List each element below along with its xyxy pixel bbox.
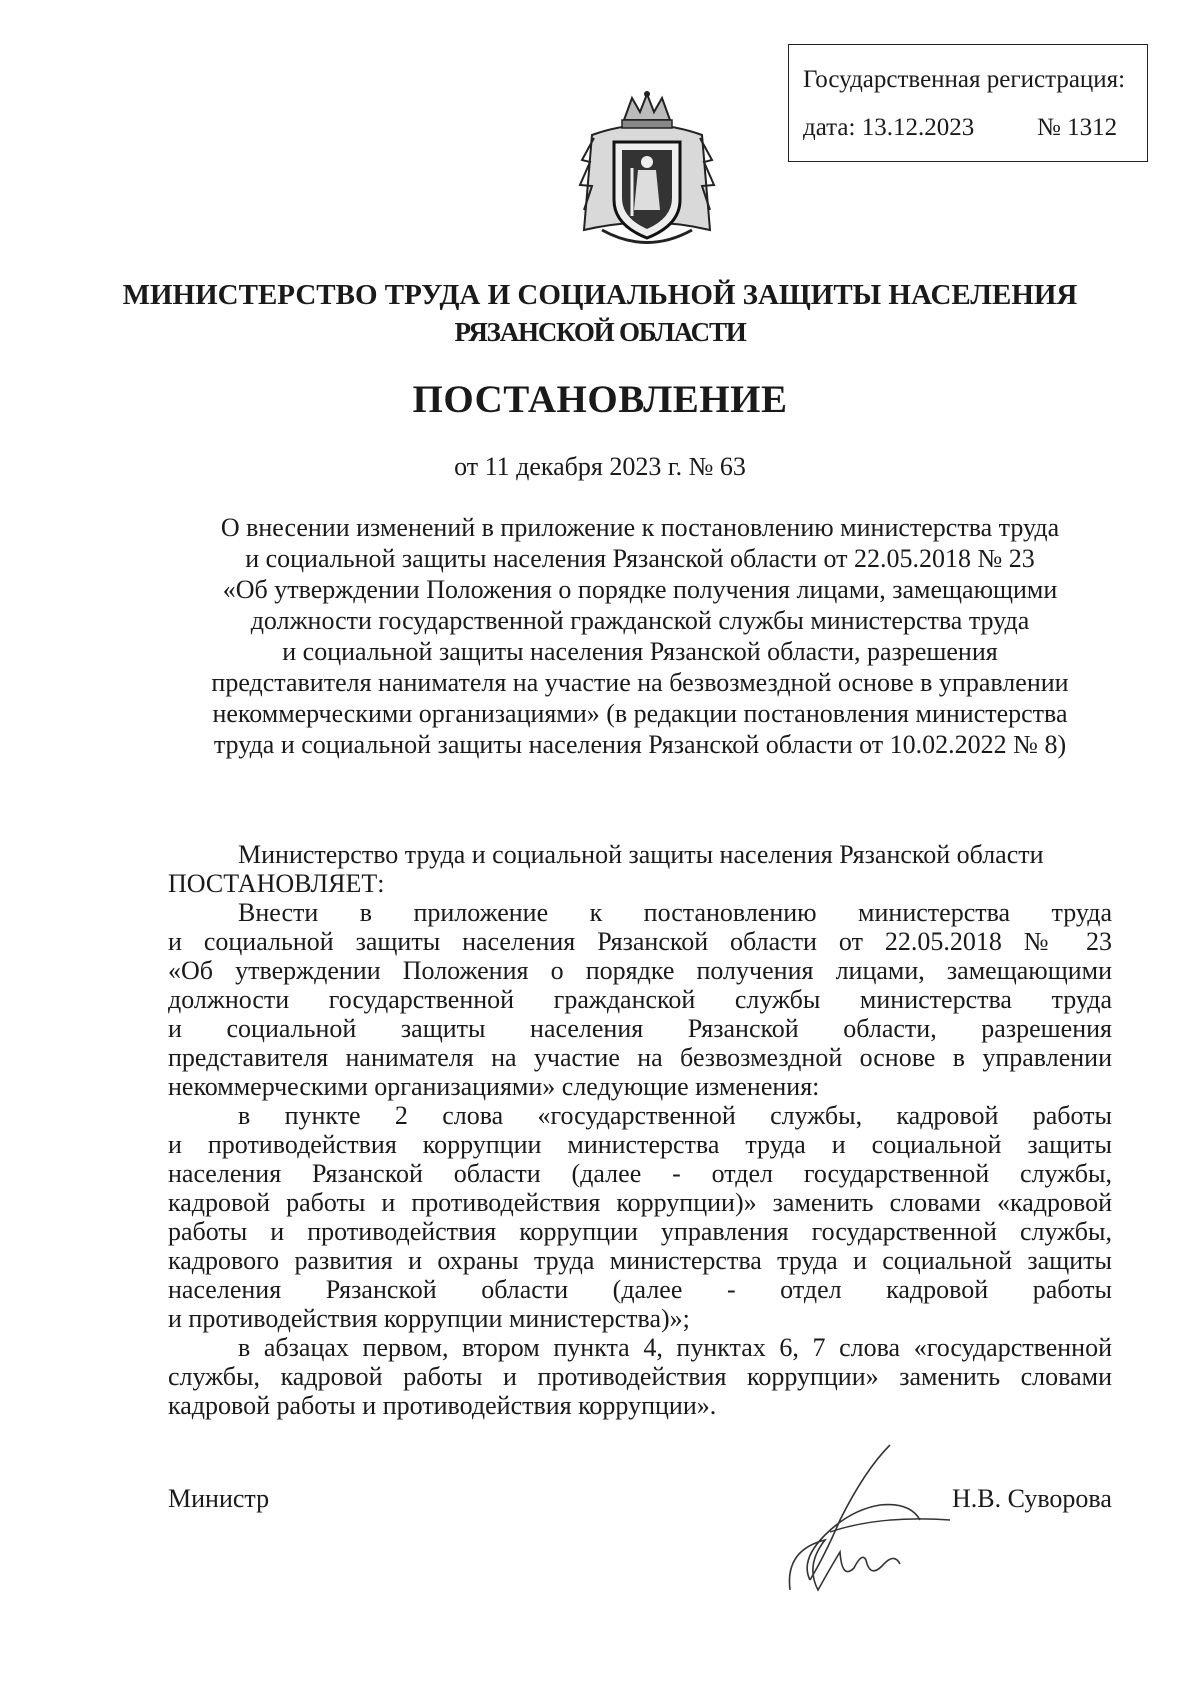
body-line: и социальной защиты населения Рязанской области от 22.05.2018 № 23	[168, 927, 1112, 956]
coat-of-arms-icon	[572, 90, 722, 255]
body-line: некоммерческими организациями» следующие изменения:	[168, 1072, 820, 1101]
subject-line: и социальной защиты населения Рязанской области от 22.05.2018 № 23	[245, 544, 1035, 573]
body-paragraph-2	[168, 1101, 1112, 1333]
document-body	[168, 840, 1112, 1420]
registration-title: Государственная регистрация:	[803, 66, 1126, 93]
ministry-name-line2: РЯЗАНСКОЙ ОБЛАСТИ	[454, 317, 746, 347]
ministry-name-line1: МИНИСТЕРСТВО ТРУДА И СОЦИАЛЬНОЙ ЗАЩИТЫ НАСЕЛЕНИЯ	[122, 279, 1078, 311]
signatory-title: Министр	[168, 1484, 270, 1513]
body-line: Министерство труда и социальной защиты населения Рязанской области	[238, 840, 1044, 869]
subject-line: труда и социальной защиты населения Рязанской области от 10.02.2022 № 8)	[213, 730, 1067, 759]
body-line: Внести в приложение к постановлению министерства труда	[238, 898, 1112, 927]
body-line: в абзацах первом, втором пункта 4, пунктах 6, 7 слова «государственной	[238, 1333, 1112, 1362]
registration-date: дата: 13.12.2023	[803, 114, 975, 141]
body-line: кадровой работы и противодействия коррупции)» заменить словами «кадровой	[168, 1188, 1112, 1217]
subject-line: представителя нанимателя на участие на безвозмездной основе в управлении	[211, 668, 1069, 697]
body-line: и социальной защиты населения Рязанской области, разрешения	[168, 1014, 1112, 1043]
signatory-name: Н.В. Суворова	[952, 1484, 1112, 1513]
body-line: населения Рязанской области (далее - отдел государственной службы,	[168, 1159, 1112, 1188]
body-line: представителя нанимателя на участие на безвозмездной основе в управлении	[168, 1043, 1112, 1072]
handwritten-signature	[770, 1440, 970, 1600]
subject-line: некоммерческими организациями» (в редакции постановления министерства	[212, 699, 1068, 728]
body-line: и противодействия коррупции министерства труда и социальной защиты	[168, 1130, 1112, 1159]
body-intro	[168, 840, 1112, 898]
subject-line: О внесении изменений в приложение к постановлению министерства труда	[220, 513, 1060, 542]
body-line: работы и противодействия коррупции управления государственной службы,	[168, 1217, 1112, 1246]
body-line: должности государственной гражданской службы министерства труда	[168, 985, 1112, 1014]
document-type: ПОСТАНОВЛЕНИЕ	[412, 378, 788, 421]
subject-line: должности государственной гражданской службы министерства труда	[250, 606, 1030, 635]
body-paragraph-1	[168, 898, 1112, 1101]
body-line: кадровой работы и противодействия коррупции».	[168, 1391, 717, 1420]
body-line: ПОСТАНОВЛЯЕТ:	[168, 869, 385, 898]
body-line: в пункте 2 слова «государственной службы, кадровой работы	[238, 1101, 1112, 1130]
document-subject	[168, 512, 1112, 760]
registration-stamp	[788, 44, 1148, 162]
body-line: службы, кадровой работы и противодействия коррупции» заменить словами	[168, 1362, 1112, 1391]
body-line: «Об утверждении Положения о порядке получения лицами, замещающими	[168, 956, 1112, 985]
body-paragraph-3	[168, 1333, 1112, 1420]
body-line: населения Рязанской области (далее - отдел кадровой работы	[168, 1275, 1112, 1304]
body-line: и противодействия коррупции министерства)»;	[168, 1304, 690, 1333]
subject-line: и социальной защиты населения Рязанской области, разрешения	[282, 637, 998, 666]
subject-line: «Об утверждении Положения о порядке получения лицами, замещающими	[222, 575, 1058, 604]
document-date-number: от 11 декабря 2023 г. № 63	[454, 452, 746, 481]
registration-number: № 1312	[1037, 114, 1118, 141]
body-line: кадрового развития и охраны труда министерства труда и социальной защиты	[168, 1246, 1112, 1275]
